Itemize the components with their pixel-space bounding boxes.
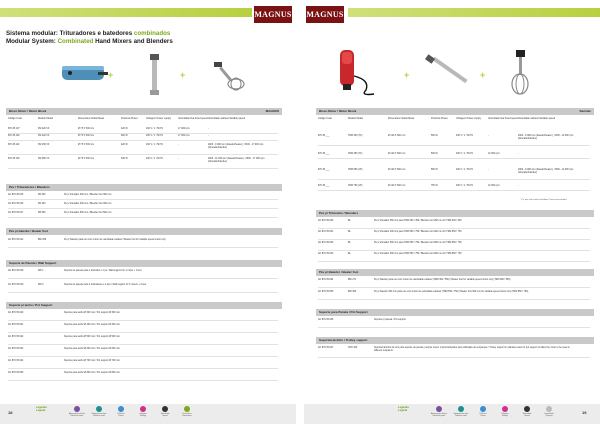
table-row: AC.870.35.015 FB 300 Pé p/ triturador 300 mm / Blender foot 300 mm (8, 193, 278, 200)
trolley-support-header: Suporte/carrinho / Trolley support (316, 337, 594, 344)
voltage-icon (502, 406, 508, 412)
legend-label: Velocidade Speed (160, 413, 170, 417)
capacity-icon (546, 406, 552, 412)
blender-foot-image (150, 54, 159, 95)
footnote: * Os pés não estão incluídos / Feet not included (520, 199, 567, 201)
table-row: 870.35.107 FM 420 VF Ø 75 X 500 mm 420 W 230 V / 1 / 50 Hz 17 000 rpm - (8, 127, 278, 134)
beater-foot-image (214, 62, 244, 90)
table-row: 870.35.___ TRM 300 (TF) Ø 120 X 500 mm 500 W 230 V / 1 / 50 Hz - 2000 - 9 000 rpm (batedor/beater) ; 2500 - 12 000 rpm (triturador/blender) (318, 134, 590, 146)
table-row: AC.870.35.021 Suporte para tacho Ø 400 mm / Pot support Ø 400 mm (8, 323, 278, 333)
legend-label: Potência Power (479, 413, 487, 417)
table-row: AC.870.35.035 BW 300 Pé p/ batedor 300 mm para uso com motor de velocidade variável (TRM 550 / 750) / Beater foot 300 mm for variable speed motor only (TRM 550 / 750) (318, 290, 590, 300)
legend-label: Equipamento Inox Stainless steel (453, 413, 469, 417)
blender-feet-header: Pés p/ Triturador / Blenders (316, 210, 594, 217)
legend-label: Potência Power (117, 413, 125, 417)
speed-icon (524, 406, 530, 412)
legend-label: Equipamento Inox Stainless steel (91, 413, 107, 417)
legend-label: Capacidade Capacity (544, 413, 554, 417)
sammic-blender-foot-image (425, 54, 468, 83)
power-icon (480, 406, 486, 412)
table-row: AC.870.35.037 TRO 400 Suporte/carrinho de inox para suporte de panela, permite mover o bloco/triturador para utilização de recipientes / Trolley support in stainless steel for pot support to allow the mixer to be used in different recipients (318, 346, 590, 358)
product-images-left (60, 50, 290, 100)
motor-block-header: Bloco Motor / Motor Block MAGNUS (6, 108, 282, 115)
motor-brand-label: Sammic (579, 109, 591, 113)
table-row: 870.35.110 FM 450 VF Ø 75 X 500 mm 420 W 230 V / 1 / 50 Hz - 2000 - 9 000 rpm (batedor/beater) ; 6000 - 17 000 rpm (triturador/blender) (8, 143, 278, 155)
table-row: AC.870.35.018 WP 1 Suporte de parede para 1 triturador e 1 pé / Wall support for 1 mixer + 1 foot (8, 269, 278, 279)
blender-feet-header: Pés / Trituradores / Blenders (6, 184, 282, 191)
legend-label: Velocidade Speed (522, 413, 532, 417)
table-row: 870.35.___ TRM 550 (VF) Ø 120 X 500 mm 550 W 230 V / 1 / 50 Hz - 2000 - 9 000 rpm (batedor/beater) ; 2500 - 12 000 rpm (triturador/blender) (318, 168, 590, 180)
pot-support-header: Suporte p/ tacho / Pot Support (6, 302, 282, 309)
page-title-en: Modular System: Combinated Hand Mixers and Blenders (6, 38, 173, 45)
svg-text:+: + (480, 70, 486, 80)
legend-label: Alimentação elétrica Electrical power (430, 413, 448, 417)
stainless-steel-icon (96, 406, 102, 412)
beater-foot-header: Pés p/ batedor / Beater foot (6, 228, 282, 235)
beater-foot-header: Pés p/ Batedor / Beater foot (316, 269, 594, 276)
legend-title-left: Legenda Legend (36, 406, 47, 412)
motor-brand-label: MAGNUS (265, 109, 279, 113)
table-row: AC.870.35.012 BW 250 Pé p/ batedor para uso com motor de velocidade variável / Beater foot for variable speed motor only (8, 238, 278, 248)
motor-block-image (62, 66, 108, 80)
legend-label: Voltagem Voltage (139, 413, 147, 417)
svg-text:+: + (404, 70, 410, 80)
table-row: 870.35.160 FM 650 VF Ø 75 X 500 mm 640 W 230 V / 1 / 50 Hz - 2000 - 11 000 rpm (batedor/beater) ; 6000 - 17 000 rpm (triturador/blender) (8, 157, 278, 169)
page-title-pt: Sistema modular: Trituradores e batedores combinados (6, 30, 171, 37)
motor-columns: Código Code Modelo Model Dimensões Global Meas. Potência Power Voltagem Power supply Velocidade fixa Fixed speed Velocidade variável Variable speed (8, 117, 246, 120)
product-images-right (330, 46, 560, 102)
power-plug-icon (74, 406, 80, 412)
table-row: AC.870.35.036 Suporte p/ panela / Pot support (318, 318, 590, 328)
table-row: AC.870.35.033 BL Pé p/ triturador 600 mm para TRM 550 / 750 / Blender foot 600 mm for TRM 550 / 750 (318, 252, 590, 262)
table-row: AC.870.35.016 FB 400 Pé p/ triturador 400 mm / Blender foot 400 mm (8, 202, 278, 209)
motor-block-header: Bloco Motor / Motor Block Sammic (316, 108, 594, 115)
pot-support-header: Suporte para Panela / Pot Support (316, 309, 594, 316)
speed-icon (162, 406, 168, 412)
magnus-logo: MAGNUS (306, 6, 344, 23)
dimensions-icon (184, 406, 190, 412)
top-green-bar (0, 8, 252, 17)
table-row: 870.35.___ TRM 350 (TF) Ø 120 X 500 mm 500 W 230 V / 1 / 50 Hz 12 000 rpm - (318, 152, 590, 159)
table-row: AC.870.35.023 Suporte para tacho Ø 600 mm / Pot support Ø 600 mm (8, 347, 278, 357)
legend-label: Dimensões Dimensions (182, 413, 192, 417)
table-row: 870.35.162 FM 420 VF Ø 75 X 500 mm 600 W 230 V / 1 / 50 Hz 17 000 rpm - (8, 134, 278, 141)
stainless-steel-icon (458, 406, 464, 412)
motor-columns: Código Code Modelo Model Dimensões Global Meas. Potência Power Voltagem Power supply Velocidade fixa Fixed speed Velocidade variável Variable speed (318, 117, 556, 120)
magnus-logo: MAGNUS (254, 6, 292, 23)
table-row: AC.870.35.034 BW 271 Pé p/ batedor para uso com motor de velocidade variável (TRM 300 / 550) / Beater foot for variable speed motor only (TRM 300 / 550) (318, 278, 590, 288)
table-row: AC.870.35.025 Suporte para tacho Ø 800 mm / Pot support Ø 800 mm (8, 371, 278, 381)
svg-text:+: + (108, 70, 114, 80)
sammic-motor-image (340, 50, 374, 95)
svg-text:+: + (180, 70, 186, 80)
table-row: AC.870.35.030 BL Pé p/ triturador 250 mm para TRM 300 / 350 / Blender foot 250 mm for TRM 300 / 350 (318, 219, 590, 229)
page-number-right: 19 (582, 410, 587, 415)
page-number-left: 18 (8, 410, 13, 415)
voltage-icon (140, 406, 146, 412)
legend-title-right: Legenda Legend (398, 406, 409, 412)
wall-support-header: Suporte de Parede / Wall Support (6, 260, 282, 267)
table-row: AC.870.35.017 FB 500 Pé p/ triturador 500 mm / Blender foot 500 mm (8, 211, 278, 218)
power-icon (118, 406, 124, 412)
table-row: AC.870.35.031 BL Pé p/ triturador 400 mm para TRM 550 / 750 / Blender foot 400 mm for TRM 550 / 750 (318, 230, 590, 240)
table-row: AC.870.35.019 WP 2 Suporte de parede para 2 trituradores e 2 pés / Wall support for 2 mixers + 2 feet (8, 283, 278, 293)
table-row: AC.870.35.022 Suporte para tacho Ø 500 mm / Pot support Ø 500 mm (8, 335, 278, 345)
top-green-bar (348, 8, 600, 17)
table-row: AC.870.35.024 Suporte para tacho Ø 700 mm / Pot support Ø 700 mm (8, 359, 278, 369)
sammic-beater-foot-image (512, 50, 528, 94)
table-row: 870.35.___ TRM 750 (VF) Ø 120 X 500 mm 750 W 230 V / 1 / 50 Hz 12 000 rpm - (318, 184, 590, 191)
power-plug-icon (436, 406, 442, 412)
table-row: AC.870.35.032 BL Pé p/ triturador 500 mm para TRM 550 / 750 / Blender foot 500 mm for TRM 550 / 750 (318, 241, 590, 251)
table-row: AC.870.35.020 Suporte para tacho Ø 300 mm / Pot support Ø 300 mm (8, 311, 278, 321)
legend-label: Alimentação elétrica Electrical power (68, 413, 86, 417)
legend-label: Voltagem Voltage (501, 413, 509, 417)
